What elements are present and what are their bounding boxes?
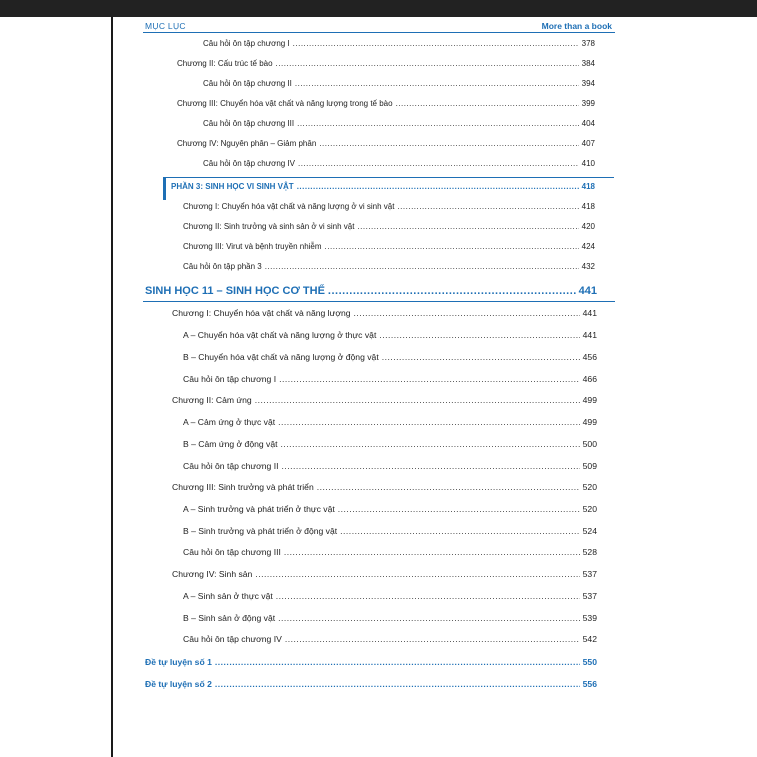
toc-dot-leader bbox=[354, 308, 580, 318]
part3-title: PHẦN 3: SINH HỌC VI SINH VẬT bbox=[171, 182, 294, 191]
toc-entry-label: A – Sinh trưởng và phát triển ở thực vật bbox=[183, 504, 335, 514]
header-tagline: More than a book bbox=[541, 21, 612, 31]
toc-entry-page: 537 bbox=[582, 569, 597, 579]
part3-page: 418 bbox=[581, 182, 595, 191]
toc-entry[interactable] bbox=[172, 308, 597, 318]
toc-dot-leader bbox=[215, 657, 580, 667]
toc-dot-leader bbox=[276, 591, 580, 601]
toc-entry-page: 456 bbox=[582, 352, 597, 362]
toc-dot-leader bbox=[279, 374, 580, 384]
toc-entry-label: Chương II: Sinh trưởng và sinh sản ở vi sinh vật bbox=[183, 222, 355, 231]
toc-entry-page: 407 bbox=[581, 139, 595, 148]
toc-dot-leader bbox=[317, 482, 580, 492]
toc-entry-label: Câu hỏi ôn tập chương I bbox=[183, 374, 277, 384]
toc-entry-label: Câu hỏi ôn tập chương IV bbox=[203, 159, 295, 168]
toc-dot-leader bbox=[298, 159, 579, 168]
test-entry-page: 556 bbox=[582, 679, 597, 689]
toc-dot-leader bbox=[281, 439, 580, 449]
toc-entry[interactable] bbox=[203, 79, 595, 88]
toc-entry-page: 432 bbox=[581, 262, 595, 271]
book-page bbox=[113, 17, 647, 757]
toc-dot-leader bbox=[319, 139, 578, 148]
toc-dot-leader bbox=[255, 569, 579, 579]
toc-entry-page: 378 bbox=[581, 39, 595, 48]
toc-entry[interactable] bbox=[183, 547, 597, 557]
page-left-edge bbox=[111, 17, 113, 757]
test-entry-label: Đề tự luyện số 2 bbox=[145, 679, 212, 689]
toc-entry[interactable] bbox=[203, 39, 595, 48]
toc-dot-leader bbox=[285, 634, 580, 644]
toc-entry-page: 537 bbox=[582, 591, 597, 601]
toc-entry-label: Chương III: Chuyển hóa vật chất và năng lượng trong tế bào bbox=[177, 99, 393, 108]
toc-entry-label: Câu hỏi ôn tập chương III bbox=[203, 119, 295, 128]
toc-dot-leader bbox=[328, 285, 576, 297]
toc-entry-page: 441 bbox=[582, 308, 597, 318]
toc-entry-label: A – Cảm ứng ở thực vật bbox=[183, 417, 276, 427]
toc-dot-leader bbox=[255, 395, 580, 405]
toc-entry-label: Chương I: Chuyển hóa vật chất và năng lượng bbox=[172, 308, 351, 318]
toc-entry-page: 499 bbox=[582, 417, 597, 427]
toc-entry-page: 520 bbox=[582, 504, 597, 514]
toc-entry-page: 410 bbox=[581, 159, 595, 168]
section11-page: 441 bbox=[578, 285, 597, 297]
toc-dot-leader bbox=[297, 119, 579, 128]
toc-entry-page: 520 bbox=[582, 482, 597, 492]
toc-entry[interactable] bbox=[183, 330, 597, 340]
header-rule bbox=[143, 32, 615, 33]
toc-entry-page: 539 bbox=[582, 613, 597, 623]
toc-entry[interactable] bbox=[183, 613, 597, 623]
test-entry[interactable] bbox=[145, 679, 597, 689]
toc-entry[interactable] bbox=[177, 139, 595, 148]
test-entry-page: 550 bbox=[582, 657, 597, 667]
section11-title: SINH HỌC 11 – SINH HỌC CƠ THỂ bbox=[145, 285, 325, 297]
toc-entry[interactable] bbox=[172, 395, 597, 405]
toc-entry[interactable] bbox=[183, 417, 597, 427]
toc-dot-leader bbox=[340, 526, 580, 536]
toc-entry-label: A – Sinh sản ở thực vật bbox=[183, 591, 273, 601]
toc-entry[interactable] bbox=[183, 222, 595, 231]
section11-heading[interactable] bbox=[145, 285, 597, 297]
part3-accent-bar bbox=[163, 177, 166, 200]
toc-entry-page: 499 bbox=[582, 395, 597, 405]
toc-entry-page: 424 bbox=[581, 242, 595, 251]
toc-entry-label: Chương II: Cảm ứng bbox=[172, 395, 252, 405]
toc-entry-label: B – Sinh trưởng và phát triển ở động vật bbox=[183, 526, 338, 536]
toc-dot-leader bbox=[295, 79, 579, 88]
toc-entry[interactable] bbox=[183, 242, 595, 251]
toc-dot-leader bbox=[325, 242, 579, 251]
toc-entry-label: Câu hỏi ôn tập chương I bbox=[203, 39, 290, 48]
toc-dot-leader bbox=[379, 330, 579, 340]
toc-dot-leader bbox=[357, 222, 578, 231]
toc-entry-page: 509 bbox=[582, 461, 597, 471]
toc-entry[interactable] bbox=[177, 99, 595, 108]
toc-entry-page: 404 bbox=[581, 119, 595, 128]
toc-entry-label: Chương II: Cấu trúc tế bào bbox=[177, 59, 273, 68]
toc-dot-leader bbox=[297, 182, 579, 191]
toc-entry[interactable] bbox=[172, 569, 597, 579]
toc-dot-leader bbox=[396, 99, 579, 108]
toc-entry[interactable] bbox=[183, 439, 597, 449]
toc-entry-page: 466 bbox=[582, 374, 597, 384]
toc-dot-leader bbox=[293, 39, 579, 48]
toc-dot-leader bbox=[338, 504, 580, 514]
toc-entry[interactable] bbox=[183, 504, 597, 514]
toc-entry[interactable] bbox=[183, 461, 597, 471]
toc-entry[interactable] bbox=[183, 352, 597, 362]
top-dark-band bbox=[0, 0, 757, 17]
toc-entry-label: Chương III: Virut và bệnh truyền nhiễm bbox=[183, 242, 322, 251]
toc-dot-leader bbox=[215, 679, 580, 689]
toc-entry-label: Chương IV: Nguyên phân – Giảm phân bbox=[177, 139, 317, 148]
toc-dot-leader bbox=[276, 59, 579, 68]
toc-entry[interactable] bbox=[183, 526, 597, 536]
toc-entry-page: 500 bbox=[582, 439, 597, 449]
toc-dot-leader bbox=[397, 202, 578, 211]
toc-entry-label: A – Chuyển hóa vật chất và năng lượng ở thực vật bbox=[183, 330, 377, 340]
toc-dot-leader bbox=[278, 613, 580, 623]
toc-entry-page: 524 bbox=[582, 526, 597, 536]
toc-entry-label: Câu hỏi ôn tập phần 3 bbox=[183, 262, 262, 271]
test-entry[interactable] bbox=[145, 657, 597, 667]
toc-entry[interactable] bbox=[203, 119, 595, 128]
toc-entry-page: 441 bbox=[582, 330, 597, 340]
toc-entry-page: 394 bbox=[581, 79, 595, 88]
toc-entry[interactable] bbox=[183, 374, 597, 384]
toc-entry-label: B – Cảm ứng ở động vật bbox=[183, 439, 278, 449]
toc-entry-label: Chương I: Chuyển hóa vật chất và năng lượng ở vi sinh vật bbox=[183, 202, 395, 211]
toc-entry-page: 420 bbox=[581, 222, 595, 231]
section11-rule bbox=[143, 301, 615, 302]
toc-entry-label: Câu hỏi ôn tập chương IV bbox=[183, 634, 282, 644]
toc-entry-label: B – Sinh sản ở động vật bbox=[183, 613, 276, 623]
toc-entry-page: 542 bbox=[582, 634, 597, 644]
toc-entry[interactable] bbox=[183, 202, 595, 211]
part3-heading[interactable] bbox=[171, 182, 595, 191]
toc-entry-label: Chương III: Sinh trưởng và phát triển bbox=[172, 482, 314, 492]
toc-entry[interactable] bbox=[183, 591, 597, 601]
toc-entry-label: Câu hỏi ôn tập chương II bbox=[183, 461, 279, 471]
toc-entry-label: Câu hỏi ôn tập chương II bbox=[203, 79, 292, 88]
toc-entry-label: Câu hỏi ôn tập chương III bbox=[183, 547, 281, 557]
part3-rule bbox=[166, 177, 614, 178]
toc-dot-leader bbox=[284, 547, 580, 557]
toc-entry[interactable] bbox=[177, 59, 595, 68]
toc-entry[interactable] bbox=[183, 262, 595, 271]
toc-entry[interactable] bbox=[172, 482, 597, 492]
toc-entry-page: 528 bbox=[582, 547, 597, 557]
toc-entry-page: 399 bbox=[581, 99, 595, 108]
toc-dot-leader bbox=[265, 262, 579, 271]
toc-entry-label: B – Chuyển hóa vật chất và năng lượng ở động vật bbox=[183, 352, 379, 362]
toc-entry-page: 418 bbox=[581, 202, 595, 211]
header-title: MỤC LỤC bbox=[145, 21, 186, 31]
toc-dot-leader bbox=[281, 461, 579, 471]
toc-dot-leader bbox=[382, 352, 580, 362]
toc-entry[interactable] bbox=[203, 159, 595, 168]
toc-dot-leader bbox=[278, 417, 580, 427]
toc-entry[interactable] bbox=[183, 634, 597, 644]
toc-entry-label: Chương IV: Sinh sản bbox=[172, 569, 253, 579]
test-entry-label: Đề tự luyện số 1 bbox=[145, 657, 212, 667]
toc-entry-page: 384 bbox=[581, 59, 595, 68]
